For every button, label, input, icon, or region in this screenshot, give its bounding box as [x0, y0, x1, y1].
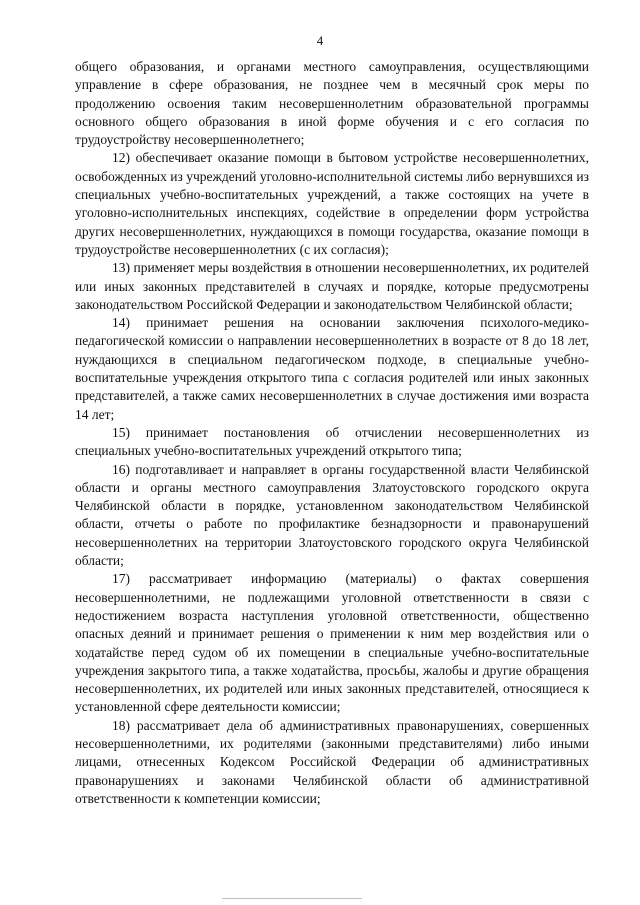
- page-number: 4: [316, 33, 324, 48]
- paragraph-item-17: 17) рассматривает информацию (материалы) о фактах совершения несовершеннолетними, не подлежащими уголовной ответственности в связи с недостижением возраста наступления уголовной ответственности, общественно опасных деяний и принимает решения о применении к ним мер воздействия или о ходатайстве перед судом об их помещении в специальные учебно-воспитательные учреждения закрытого типа, а также ходатайства, просьбы, жалобы и другие обращения несовершеннолетних, их родителей или иных законных представителей, относящиеся к установленной сфере деятельности комиссии;: [75, 571, 589, 715]
- paragraph-item-14: 14) принимает решения на основании заключения психолого-медико-педагогической комиссии о направлении несовершеннолетних в возрасте от 8 до 18 лет, нуждающихся в специальном педагогическом подходе, в специальные учебно-воспитательные учреждения открытого типа с согласия родителей или иных законных представителей, а также самих несовершеннолетних в случае достижения ими возраста 14 лет;: [75, 315, 589, 422]
- paragraph-item-13: 13) применяет меры воздействия в отношении несовершеннолетних, их родителей или иных законных представителей в случаях и порядке, которые предусмотрены законодательством Российской Федерации и законодательством Челябинской области;: [75, 260, 589, 312]
- paragraph-continuation: общего образования, и органами местного самоуправления, осуществляющими управление в сфере образования, не позднее чем в месячный срок меры по продолжению освоения таким несовершеннолетним образовательной программы основного общего образования в иной форме обучения и с его согласия по трудоустройству несовершеннолетнего;: [75, 59, 589, 148]
- paragraph-item-15: 15) принимает постановления об отчислении несовершеннолетних из специальных учебно-воспитательных учреждений открытого типа;: [75, 424, 589, 459]
- paragraph-item-12: 12) обеспечивает оказание помощи в бытовом устройстве несовершеннолетних, освобожденных из учреждений уголовно-исполнительной системы либо вернувшихся из специальных учебно-воспитательных учреждений, а также состоящих на учете в уголовно-исполнительных инспекциях, содействие в определении форм устройства других несовершеннолетних, нуждающихся в помощи государства, оказание помощи в трудоустройстве несовершеннолетних (с их согласия);: [75, 150, 589, 257]
- paragraph-item-18: 18) рассматривает дела об административных правонарушениях, совершенных несовершеннолетними, их родителями (законными представителями) либо иными лицами, отнесенных Кодексом Российской Федерации об административных правонарушениях и законами Челябинской области об административной ответственности к компетенции комиссии;: [75, 717, 589, 806]
- document-body: [75, 58, 589, 808]
- paragraph-item-16: 16) подготавливает и направляет в органы государственной власти Челябинской области и органы местного самоуправления Златоустовского городского округа Челябинской области в порядке, установленном законодательством Челябинской области, отчеты о работе по профилактике безнадзорности и правонарушений несовершеннолетних на территории Златоустовского городского округа Челябинской области;: [75, 461, 589, 569]
- footer-divider: [222, 898, 362, 899]
